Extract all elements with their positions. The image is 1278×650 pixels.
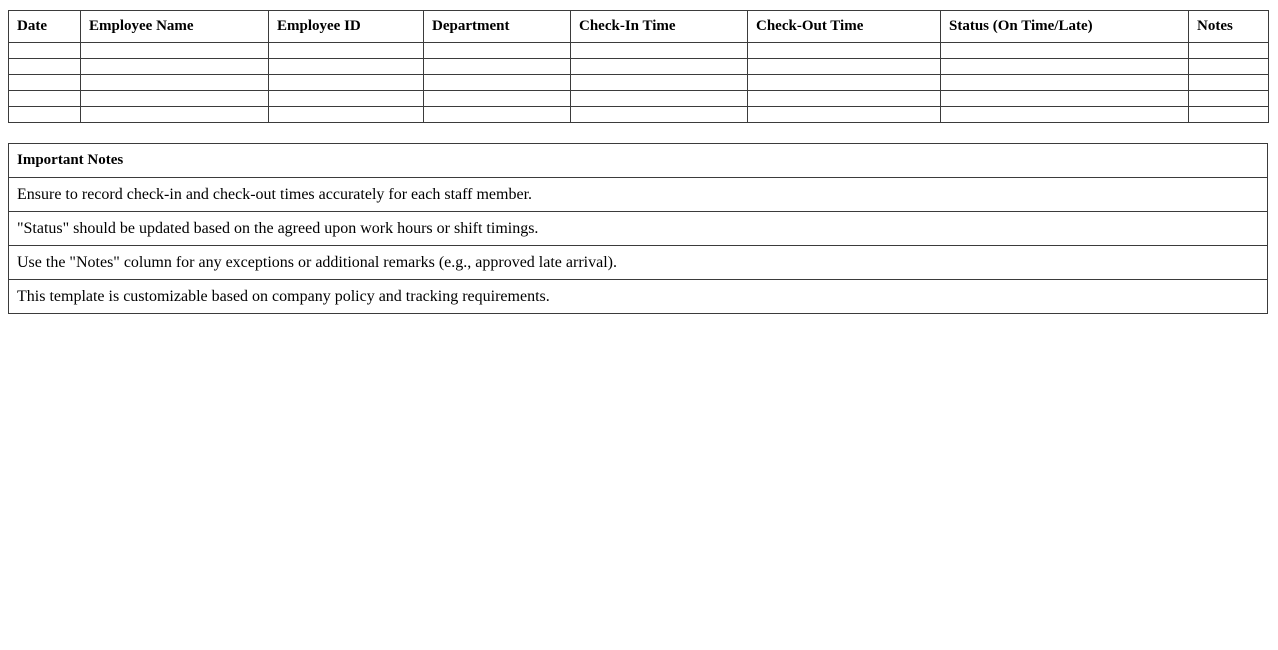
empty-cell[interactable] — [571, 59, 748, 75]
column-header-status: Status (On Time/Late) — [941, 11, 1189, 43]
column-header-employee-id: Employee ID — [269, 11, 424, 43]
empty-cell[interactable] — [269, 107, 424, 123]
note-row — [9, 280, 1268, 314]
note-text: Ensure to record check-in and check-out times accurately for each staff member. — [9, 178, 1268, 212]
column-header-department: Department — [424, 11, 571, 43]
empty-cell[interactable] — [9, 91, 81, 107]
attendance-empty-row — [9, 91, 1269, 107]
attendance-empty-row — [9, 75, 1269, 91]
empty-cell[interactable] — [1189, 59, 1269, 75]
empty-cell[interactable] — [9, 75, 81, 91]
empty-cell[interactable] — [9, 107, 81, 123]
empty-cell[interactable] — [571, 75, 748, 91]
empty-cell[interactable] — [1189, 91, 1269, 107]
empty-cell[interactable] — [1189, 107, 1269, 123]
column-header-date: Date — [9, 11, 81, 43]
empty-cell[interactable] — [269, 91, 424, 107]
empty-cell[interactable] — [571, 43, 748, 59]
empty-cell[interactable] — [9, 43, 81, 59]
important-notes-table — [8, 143, 1268, 314]
empty-cell[interactable] — [748, 91, 941, 107]
empty-cell[interactable] — [81, 91, 269, 107]
attendance-empty-row — [9, 107, 1269, 123]
note-text: Use the "Notes" column for any exceptions or additional remarks (e.g., approved late arrival). — [9, 246, 1268, 280]
empty-cell[interactable] — [424, 107, 571, 123]
empty-cell[interactable] — [269, 59, 424, 75]
empty-cell[interactable] — [1189, 43, 1269, 59]
empty-cell[interactable] — [81, 43, 269, 59]
empty-cell[interactable] — [571, 107, 748, 123]
notes-section-title: Important Notes — [9, 144, 1268, 178]
empty-cell[interactable] — [81, 75, 269, 91]
column-header-employee-name: Employee Name — [81, 11, 269, 43]
empty-cell[interactable] — [571, 91, 748, 107]
note-row — [9, 178, 1268, 212]
empty-cell[interactable] — [81, 107, 269, 123]
attendance-table — [8, 10, 1269, 123]
column-header-check-out-time: Check-Out Time — [748, 11, 941, 43]
attendance-empty-row — [9, 43, 1269, 59]
column-header-notes: Notes — [1189, 11, 1269, 43]
empty-cell[interactable] — [9, 59, 81, 75]
empty-cell[interactable] — [81, 59, 269, 75]
note-text: This template is customizable based on company policy and tracking requirements. — [9, 280, 1268, 314]
empty-cell[interactable] — [269, 75, 424, 91]
empty-cell[interactable] — [748, 107, 941, 123]
attendance-header-row — [9, 11, 1269, 43]
empty-cell[interactable] — [941, 107, 1189, 123]
empty-cell[interactable] — [941, 59, 1189, 75]
empty-cell[interactable] — [941, 75, 1189, 91]
note-text: "Status" should be updated based on the agreed upon work hours or shift timings. — [9, 212, 1268, 246]
notes-title-row — [9, 144, 1268, 178]
column-header-check-in-time: Check-In Time — [571, 11, 748, 43]
empty-cell[interactable] — [1189, 75, 1269, 91]
empty-cell[interactable] — [748, 43, 941, 59]
attendance-empty-row — [9, 59, 1269, 75]
empty-cell[interactable] — [424, 59, 571, 75]
empty-cell[interactable] — [424, 75, 571, 91]
empty-cell[interactable] — [424, 43, 571, 59]
empty-cell[interactable] — [269, 43, 424, 59]
empty-cell[interactable] — [748, 75, 941, 91]
empty-cell[interactable] — [748, 59, 941, 75]
empty-cell[interactable] — [941, 43, 1189, 59]
note-row — [9, 246, 1268, 280]
note-row — [9, 212, 1268, 246]
empty-cell[interactable] — [941, 91, 1189, 107]
empty-cell[interactable] — [424, 91, 571, 107]
